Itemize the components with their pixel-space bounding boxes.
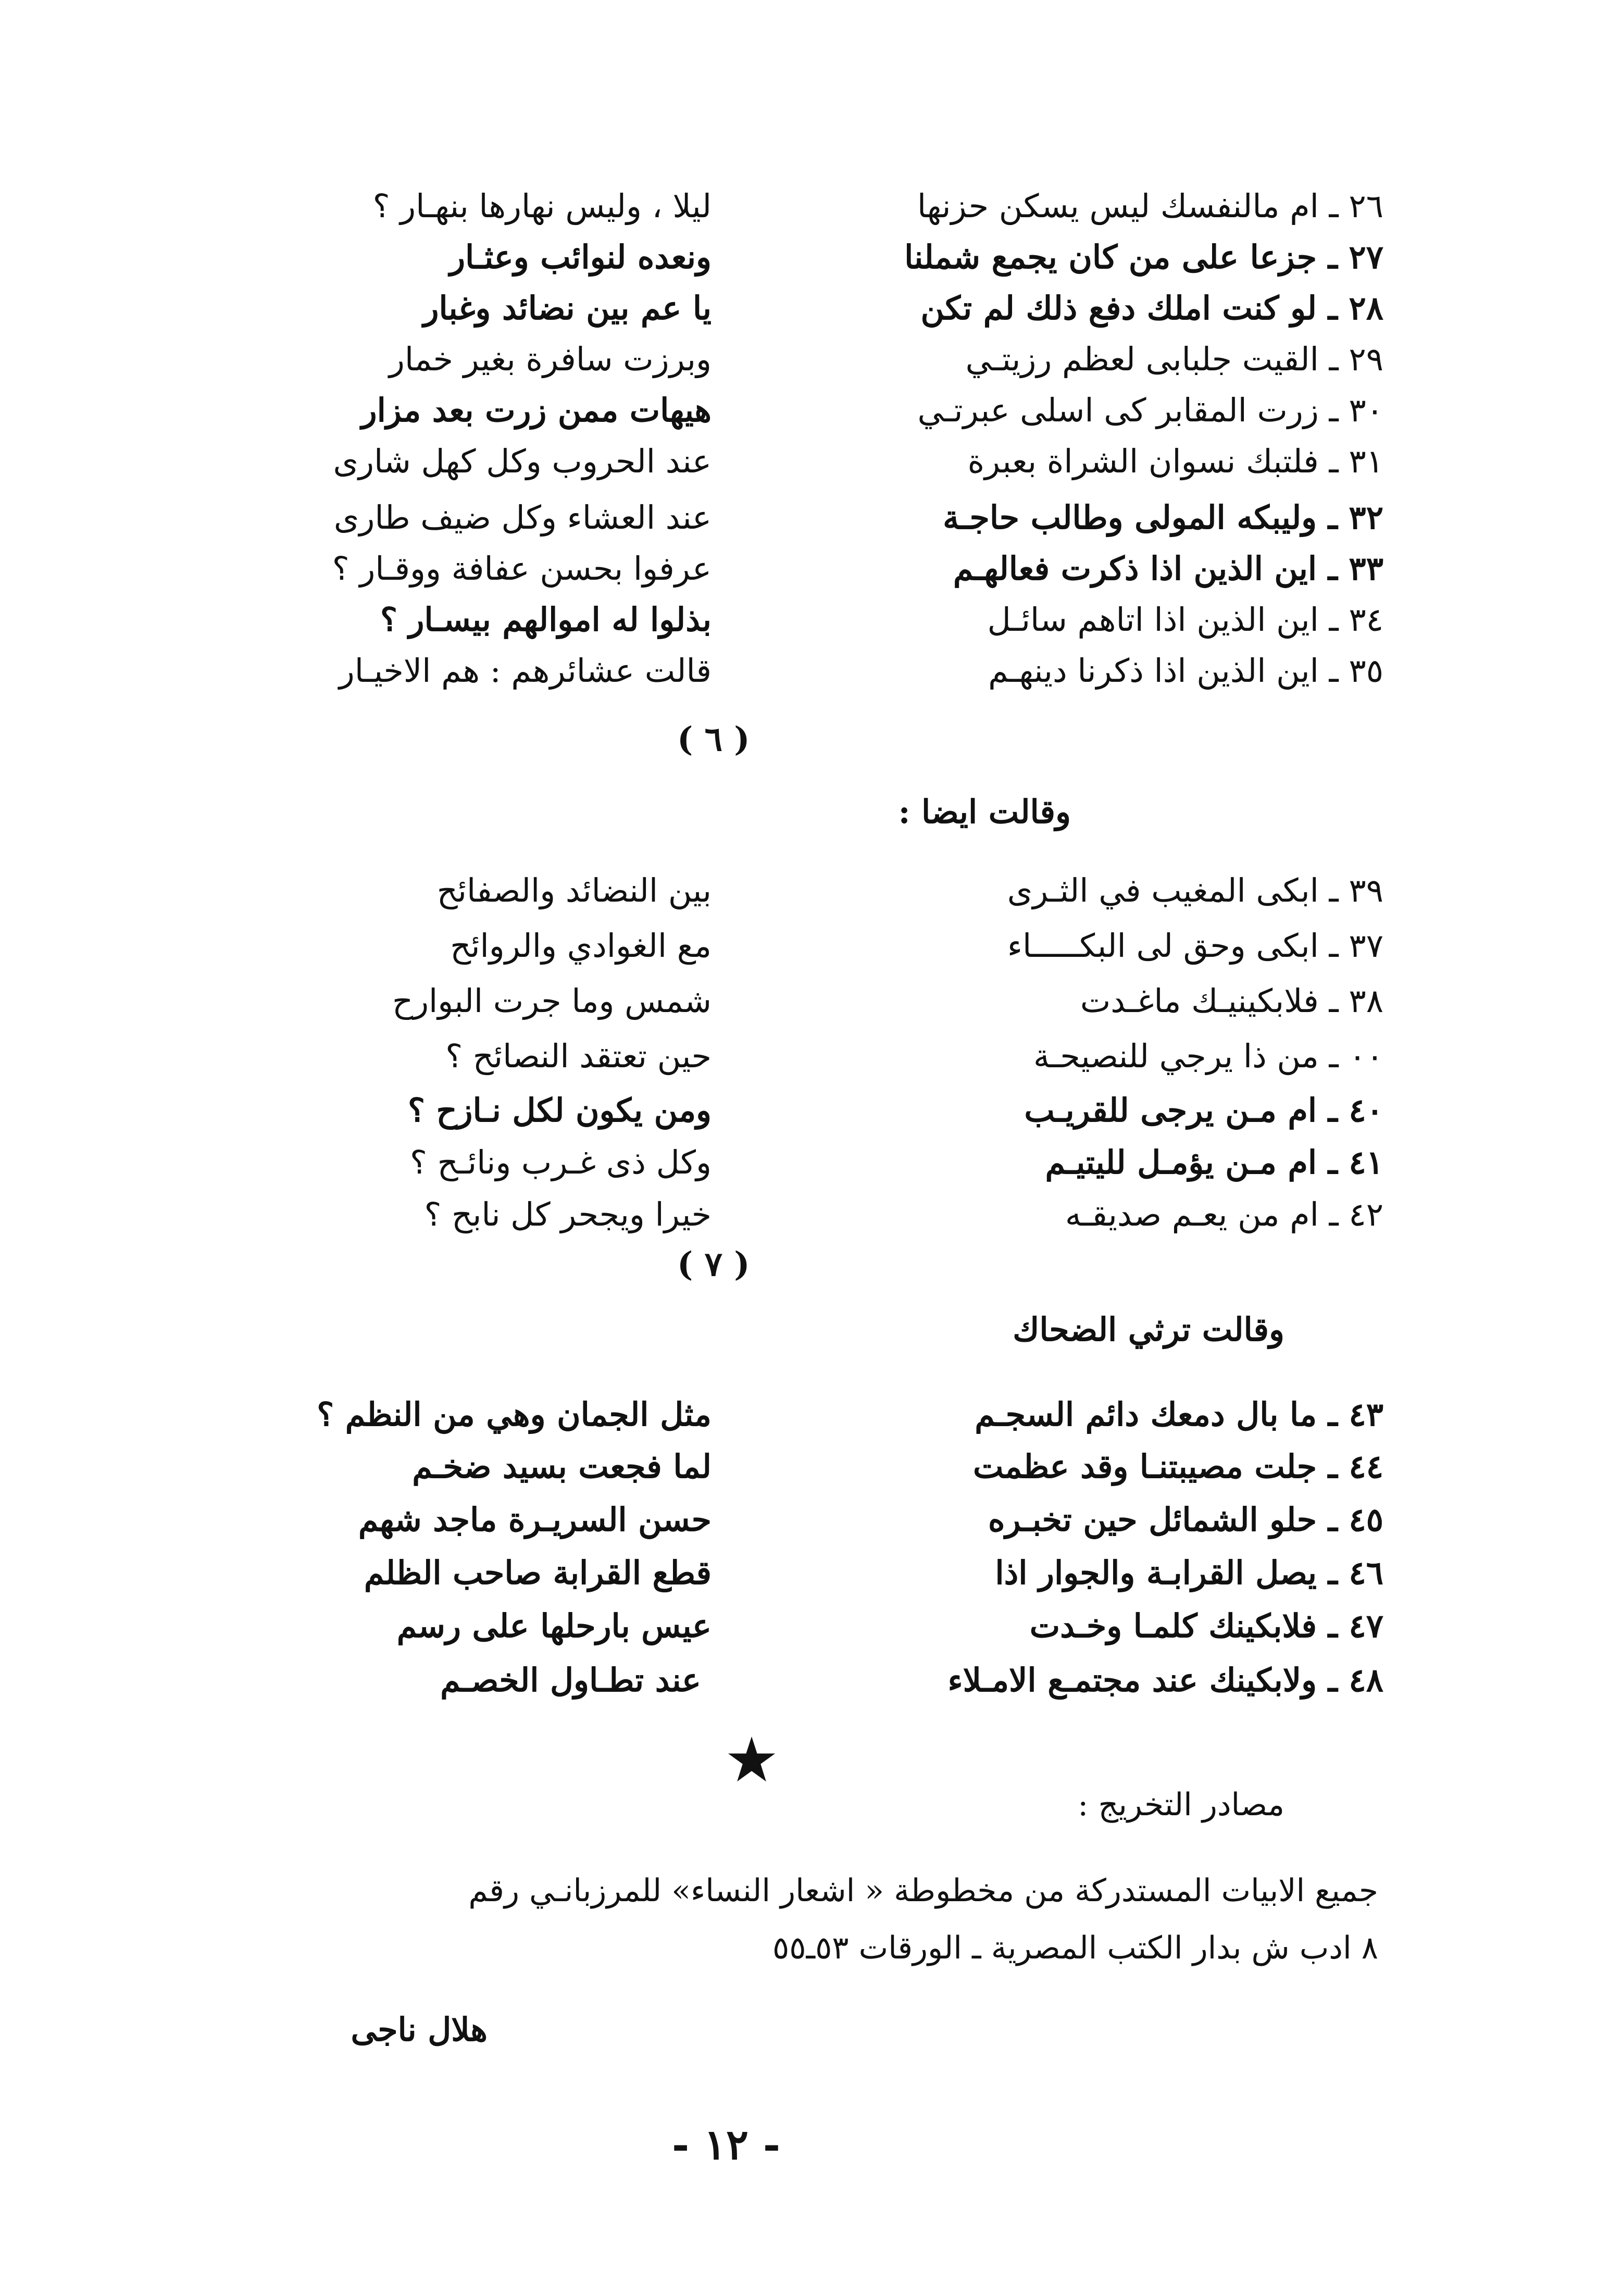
verse-first-hemistich: ٣٩ ـ ابكى المغيب في الثـرى <box>1007 871 1383 909</box>
verse-second-hemistich: خيرا ويجحر كل نابح ؟ <box>424 1195 712 1233</box>
sources-text-line-1: جميع الابيات المستدركة من مخطوطة « اشعار النساء» للمرزبانـي رقم <box>468 1873 1378 1909</box>
verse-second-hemistich: حين تعتقد النصائح ؟ <box>445 1037 712 1075</box>
verse-second-hemistich: عرفوا بحسن عفافة ووقـار ؟ <box>332 550 712 588</box>
verse-second-hemistich: قالت عشائرهم : هم الاخيـار <box>339 652 712 690</box>
verse-first-hemistich: ٣٥ ـ اين الذين اذا ذكرنا دينهـم <box>988 652 1383 690</box>
verse-first-hemistich: ٣٨ ـ فلابكينيـك ماغـدت <box>1080 982 1383 1020</box>
verse-first-hemistich: ٠٠ ـ من ذا يرجي للنصيحـة <box>1033 1037 1383 1075</box>
section-heading-7: وقالت ترثي الضحاك <box>1013 1311 1284 1349</box>
verse-second-hemistich: بذلوا له اموالهم بيسـار ؟ <box>380 601 712 639</box>
verse-second-hemistich: بين النضائد والصفائح <box>436 871 712 909</box>
verse-first-hemistich: ٣٢ ـ وليبكه المولى وطالب حاجـة <box>943 498 1383 536</box>
verse-first-hemistich: ٣٤ ـ اين الذين اذا اتاهم سائـل <box>987 601 1383 639</box>
verse-first-hemistich: ٤٠ ـ ام مـن يرجى للقريـب <box>1024 1091 1383 1129</box>
verse-first-hemistich: ٤٧ ـ فلابكينك كلمـا وخـدت <box>1029 1607 1383 1645</box>
verse-second-hemistich: شمس وما جرت البوارح <box>392 982 712 1020</box>
verse-second-hemistich: هيهات ممن زرت بعد مزار <box>361 391 712 429</box>
verse-first-hemistich: ٢٩ ـ القيت جلبابى لعظم رزيتـي <box>965 340 1383 378</box>
verse-first-hemistich: ٤١ ـ ام مـن يؤمـل لليتيـم <box>1045 1143 1383 1181</box>
verse-second-hemistich: حسن السريـرة ماجد شهم <box>358 1501 712 1539</box>
verse-second-hemistich: يا عم بين نضائد وغبار <box>423 289 712 327</box>
section-number-6: ( ٦ ) <box>677 720 750 759</box>
author-signature: هلال ناجى <box>351 2011 488 2049</box>
verse-second-hemistich: ليلا ، وليس نهارها بنهـار ؟ <box>372 187 712 225</box>
verse-second-hemistich: مع الغوادي والروائح <box>450 927 712 965</box>
verse-first-hemistich: ٢٧ ـ جزعا على من كان يجمع شملنا <box>904 238 1383 276</box>
verse-first-hemistich: ٤٤ ـ جلت مصيبتنـا وقد عظمت <box>973 1448 1383 1486</box>
sources-title: مصادر التخريج : <box>1078 1787 1284 1823</box>
sources-text-line-2: ٨ ادب ش بدار الكتب المصرية ـ الورقات ٥٣ـ٥٥ <box>772 1930 1378 1966</box>
verse-second-hemistich: لما فجعت بسيد ضخـم <box>412 1448 712 1486</box>
verse-second-hemistich: وبرزت سافرة بغير خمار <box>389 340 712 378</box>
verse-second-hemistich: عند العشاء وكل ضيف طارى <box>333 498 712 536</box>
star-divider-icon <box>727 1735 777 1785</box>
verse-second-hemistich: عند الحروب وكل كهل شارى <box>333 442 712 480</box>
verse-second-hemistich: مثل الجمان وهي من النظم ؟ <box>317 1395 712 1433</box>
verse-first-hemistich: ٤٥ ـ حلو الشمائل حين تخبـره <box>988 1501 1383 1539</box>
verse-first-hemistich: ٢٦ ـ ام مالنفسك ليس يسكن حزنها <box>917 187 1383 225</box>
verse-second-hemistich: ونعده لنوائب وعثـار <box>450 238 712 276</box>
verse-first-hemistich: ٤٣ ـ ما بال دمعك دائم السجـم <box>975 1395 1383 1433</box>
verse-first-hemistich: ٣١ ـ فلتبك نسوان الشراة بعبرة <box>967 442 1383 480</box>
verse-first-hemistich: ٤٦ ـ يصل القرابـة والجوار اذا <box>995 1554 1383 1592</box>
verse-first-hemistich: ٣٣ ـ اين الذين اذا ذكرت فعالهـم <box>953 550 1383 588</box>
verse-second-hemistich: قطع القرابة صاحب الظلم <box>364 1554 712 1592</box>
verse-second-hemistich: وكل ذى غـرب ونائـح ؟ <box>410 1143 712 1181</box>
verse-second-hemistich: عيس بارحلها على رسم <box>396 1607 712 1645</box>
page-number: - ١٢ - <box>672 2120 781 2169</box>
section-number-7: ( ٧ ) <box>677 1245 750 1284</box>
section-heading-6: وقالت ايضا : <box>898 793 1071 831</box>
verse-first-hemistich: ٤٢ ـ ام من يعـم صديقـه <box>1065 1195 1383 1233</box>
verse-second-hemistich: عند تطـاول الخصـم <box>440 1661 701 1699</box>
verse-second-hemistich: ومن يكون لكل نـازح ؟ <box>407 1091 712 1129</box>
verse-first-hemistich: ٣٠ ـ زرت المقابر كى اسلى عبرتـي <box>917 391 1383 429</box>
verse-first-hemistich: ٣٧ ـ ابكى وحق لى البكـــــاء <box>1007 927 1383 965</box>
verse-first-hemistich: ٢٨ ـ لو كنت املك دفع ذلك لم تكن <box>920 289 1383 327</box>
verse-first-hemistich: ٤٨ ـ ولابكينك عند مجتمـع الامـلاء <box>947 1661 1383 1699</box>
